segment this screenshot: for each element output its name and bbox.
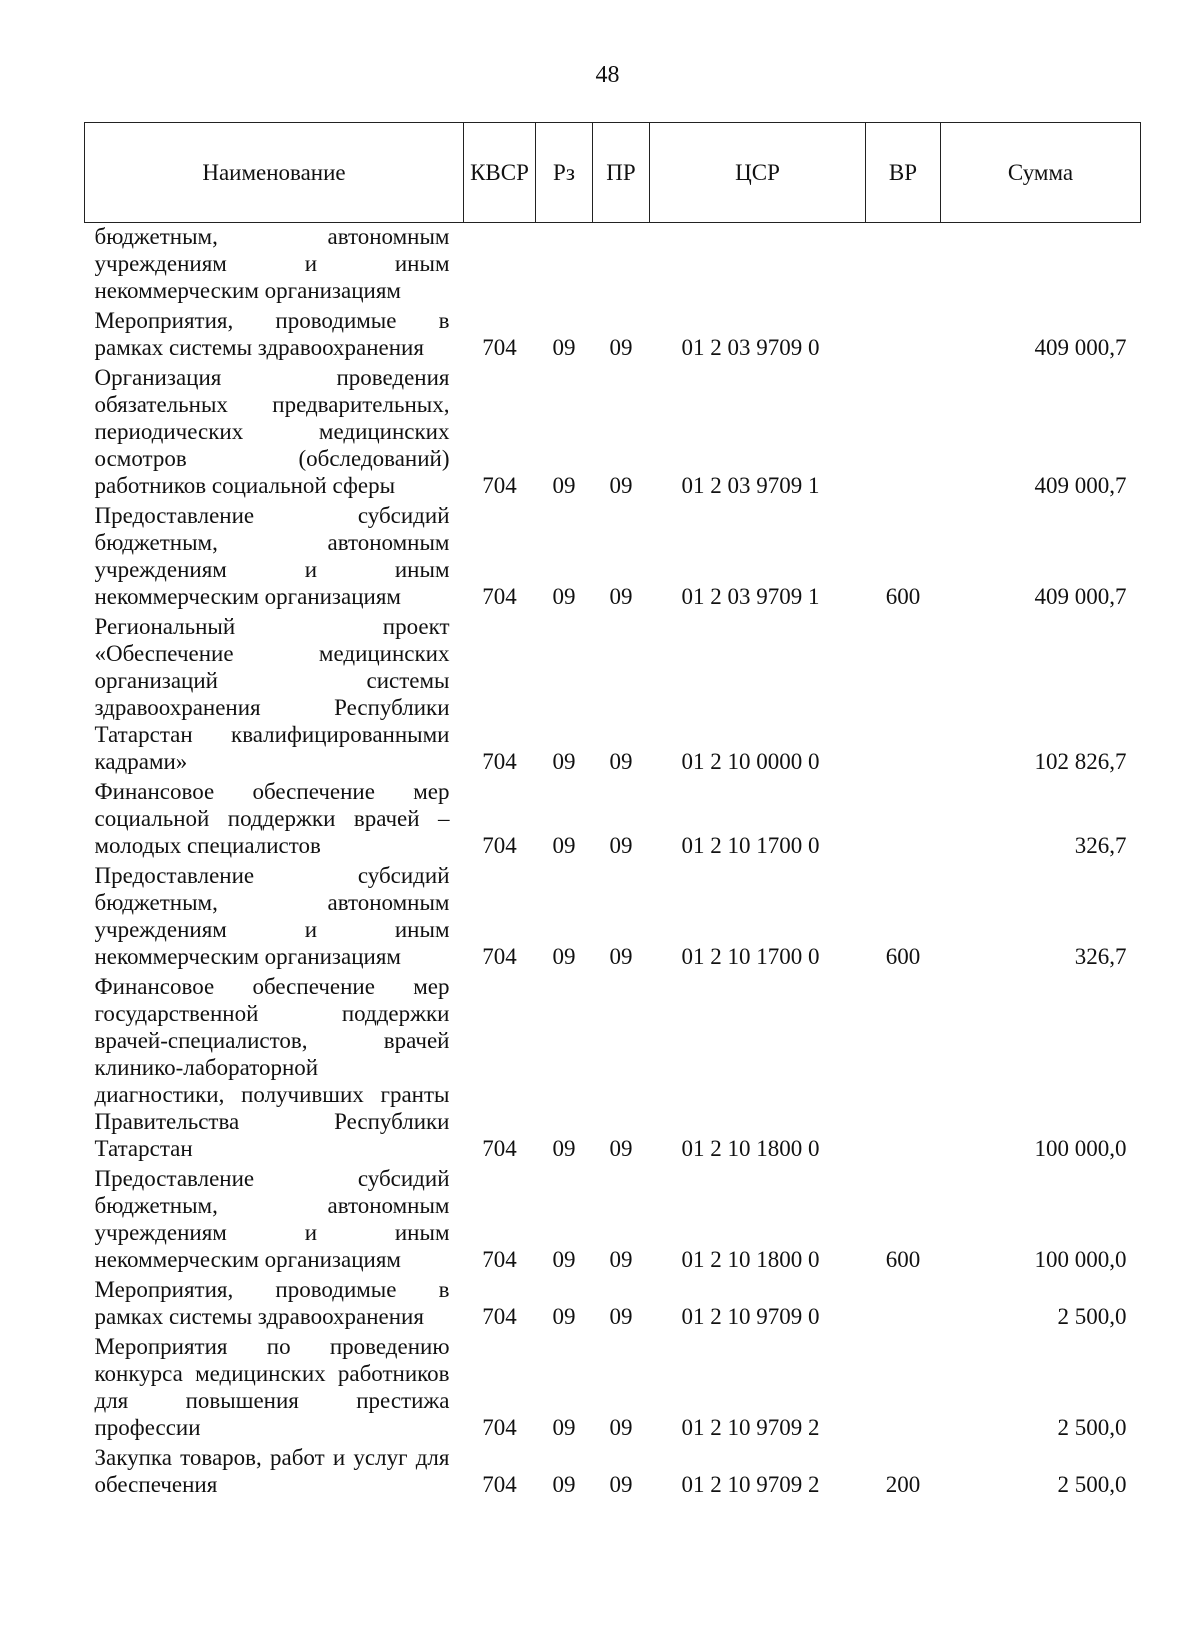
table-row xyxy=(85,502,1141,613)
row-kvsr xyxy=(464,223,536,308)
page-number: 48 xyxy=(595,62,620,88)
header-csr: ЦСР xyxy=(650,123,866,223)
table-row xyxy=(85,1276,1141,1333)
table-row xyxy=(85,613,1141,778)
row-pr: 09 xyxy=(609,473,633,498)
row-sum: 326,7 xyxy=(1074,833,1127,858)
row-sum: 326,7 xyxy=(1074,944,1127,969)
row-name: Финансовое обеспечение мер социальной поддержки врачей – молодых специалистов xyxy=(94,779,450,858)
row-sum: 100 000,0 xyxy=(1034,1247,1127,1272)
row-pr: 09 xyxy=(609,749,633,774)
row-rz: 09 xyxy=(552,1136,576,1161)
table-body xyxy=(85,223,1141,1502)
row-csr: 01 2 10 9709 2 xyxy=(681,1415,820,1440)
row-name: Мероприятия, проводимые в рамках системы здравоохранения xyxy=(94,308,450,360)
row-rz: 09 xyxy=(552,1247,576,1272)
row-rz: 09 xyxy=(552,335,576,360)
table-row xyxy=(85,223,1141,308)
row-pr: 09 xyxy=(609,833,633,858)
row-pr: 09 xyxy=(609,1247,633,1272)
row-pr: 09 xyxy=(609,1136,633,1161)
row-sum: 100 000,0 xyxy=(1034,1136,1127,1161)
row-kvsr: 704 xyxy=(482,1304,517,1329)
row-sum: 2 500,0 xyxy=(1057,1472,1127,1497)
table-row xyxy=(85,364,1141,502)
row-sum: 102 826,7 xyxy=(1034,749,1127,774)
row-csr xyxy=(650,223,866,308)
row-csr: 01 2 10 9709 2 xyxy=(681,1472,820,1497)
row-csr: 01 2 03 9709 0 xyxy=(681,335,820,360)
row-sum: 2 500,0 xyxy=(1057,1304,1127,1329)
row-pr: 09 xyxy=(609,1304,633,1329)
row-vr: 600 xyxy=(885,944,921,969)
budget-table xyxy=(84,122,1141,1501)
table-row xyxy=(85,973,1141,1165)
row-rz: 09 xyxy=(552,473,576,498)
table-row xyxy=(85,1444,1141,1501)
row-vr xyxy=(866,1333,941,1444)
table-header-row xyxy=(85,123,1141,223)
row-csr: 01 2 10 1800 0 xyxy=(681,1136,820,1161)
row-kvsr: 704 xyxy=(482,944,517,969)
row-vr xyxy=(866,613,941,778)
row-rz: 09 xyxy=(552,1304,576,1329)
row-sum: 409 000,7 xyxy=(1034,335,1127,360)
row-vr: 600 xyxy=(885,584,921,609)
row-name: Финансовое обеспечение мер государственной поддержки врачей-специалистов, врачей клинико-лабораторной диагностики, получивших гранты Правительства Республики Татарстан xyxy=(94,974,450,1161)
row-kvsr: 704 xyxy=(482,833,517,858)
row-rz: 09 xyxy=(552,584,576,609)
table-row xyxy=(85,778,1141,862)
row-vr xyxy=(866,364,941,502)
row-csr: 01 2 10 1700 0 xyxy=(681,944,820,969)
row-kvsr: 704 xyxy=(482,473,517,498)
row-name: Предоставление субсидий бюджетным, автономным учреждениям и иным некоммерческим организациям xyxy=(94,863,450,969)
row-vr: 200 xyxy=(885,1472,921,1497)
row-name: Предоставление субсидий бюджетным, автономным учреждениям и иным некоммерческим организациям xyxy=(94,1166,450,1272)
row-kvsr: 704 xyxy=(482,1415,517,1440)
header-vr: ВР xyxy=(866,123,941,223)
row-sum: 2 500,0 xyxy=(1057,1415,1127,1440)
table-row xyxy=(85,862,1141,973)
row-csr: 01 2 10 1700 0 xyxy=(681,833,820,858)
row-vr xyxy=(866,307,941,364)
row-vr: 600 xyxy=(885,1247,921,1272)
row-kvsr: 704 xyxy=(482,749,517,774)
row-vr xyxy=(866,973,941,1165)
row-sum: 409 000,7 xyxy=(1034,584,1127,609)
row-name: Региональный проект «Обеспечение медицинских организаций системы здравоохранения Республики Татарстан квалифицированными кадрами» xyxy=(94,614,450,774)
row-pr: 09 xyxy=(609,584,633,609)
row-sum: 409 000,7 xyxy=(1034,473,1127,498)
table-row xyxy=(85,307,1141,364)
header-rz: Рз xyxy=(536,123,593,223)
table-row xyxy=(85,1165,1141,1276)
row-kvsr: 704 xyxy=(482,1472,517,1497)
row-rz: 09 xyxy=(552,1415,576,1440)
row-name: Мероприятия по проведению конкурса медицинских работников для повышения престижа профессии xyxy=(94,1334,450,1440)
row-pr: 09 xyxy=(609,1415,633,1440)
row-sum xyxy=(941,223,1141,308)
header-pr: ПР xyxy=(593,123,650,223)
row-kvsr: 704 xyxy=(482,1136,517,1161)
row-pr: 09 xyxy=(609,1472,633,1497)
row-csr: 01 2 03 9709 1 xyxy=(681,584,820,609)
row-rz: 09 xyxy=(552,833,576,858)
row-vr xyxy=(866,778,941,862)
row-csr: 01 2 10 0000 0 xyxy=(681,749,820,774)
row-vr xyxy=(866,223,941,308)
row-pr xyxy=(593,223,650,308)
row-rz xyxy=(536,223,593,308)
row-rz: 09 xyxy=(552,749,576,774)
row-csr: 01 2 03 9709 1 xyxy=(681,473,820,498)
row-pr: 09 xyxy=(609,944,633,969)
header-name: Наименование xyxy=(85,123,464,223)
row-csr: 01 2 10 1800 0 xyxy=(681,1247,820,1272)
row-kvsr: 704 xyxy=(482,1247,517,1272)
header-sum: Сумма xyxy=(941,123,1141,223)
row-name: Предоставление субсидий бюджетным, автономным учреждениям и иным некоммерческим организациям xyxy=(94,503,450,609)
row-kvsr: 704 xyxy=(482,584,517,609)
row-rz: 09 xyxy=(552,1472,576,1497)
row-pr: 09 xyxy=(609,335,633,360)
row-csr: 01 2 10 9709 0 xyxy=(681,1304,820,1329)
row-name: Организация проведения обязательных предварительных, периодических медицинских осмотров (обследований) работников социальной сферы xyxy=(94,365,450,498)
row-rz: 09 xyxy=(552,944,576,969)
row-name: Закупка товаров, работ и услуг для обеспечения xyxy=(94,1445,450,1497)
row-name: бюджетным, автономным учреждениям и иным некоммерческим организациям xyxy=(94,224,450,303)
row-name: Мероприятия, проводимые в рамках системы здравоохранения xyxy=(94,1277,450,1329)
table-row xyxy=(85,1333,1141,1444)
row-kvsr: 704 xyxy=(482,335,517,360)
header-kvsr: КВСР xyxy=(464,123,536,223)
row-vr xyxy=(866,1276,941,1333)
